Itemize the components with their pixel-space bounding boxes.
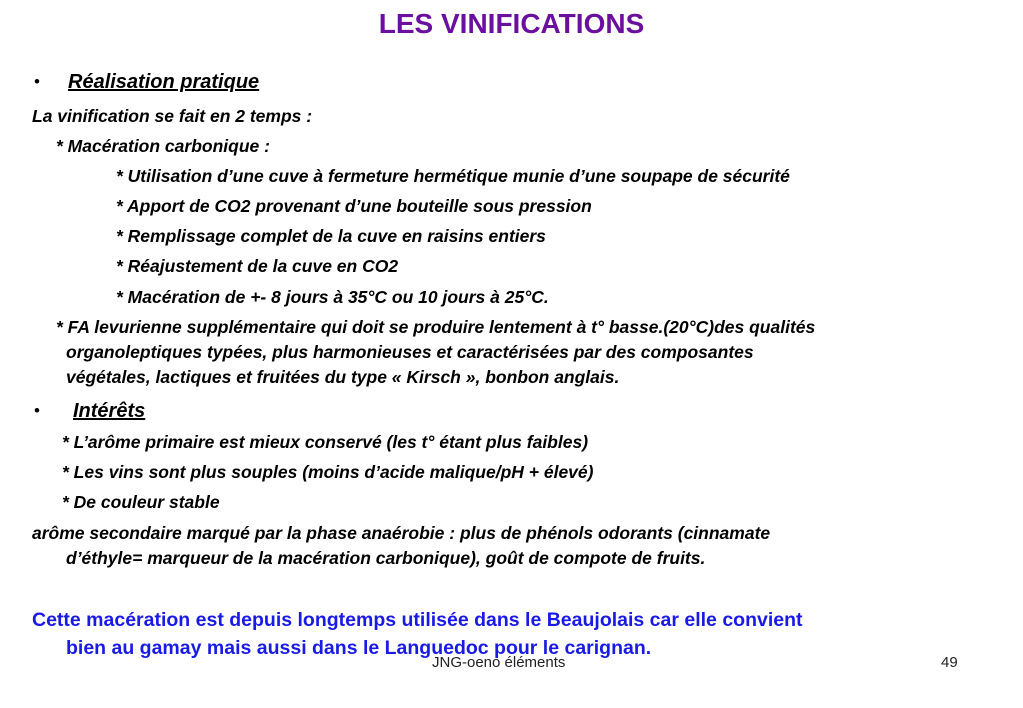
arome-line: d’éthyle= marqueur de la macération carbonique), goût de compote de fruits. xyxy=(66,548,706,568)
mc-item: * Macération de +- 8 jours à 35°C ou 10 jours à 25°C. xyxy=(116,287,549,307)
heading-interets: Intérêts xyxy=(73,400,146,422)
bullet-realisation: • xyxy=(34,72,40,91)
fa-line: végétales, lactiques et fruitées du type « Kirsch », bonbon anglais. xyxy=(66,367,620,387)
intro-text: La vinification se fait en 2 temps : xyxy=(32,106,313,126)
mc-item: * Réajustement de la cuve en CO2 xyxy=(116,256,399,276)
interet-item: * De couleur stable xyxy=(62,492,220,512)
fa-line: * FA levurienne supplémentaire qui doit se produire lentement à t° basse.(20°C)des qualités xyxy=(56,317,816,337)
mc-item: * Apport de CO2 provenant d’une bouteille sous pression xyxy=(116,196,592,216)
slide-title: LES VINIFICATIONS xyxy=(378,8,645,39)
mc-title: * Macération carbonique : xyxy=(56,136,270,156)
bullet-interets: • xyxy=(34,401,40,420)
page-number: 49 xyxy=(941,654,958,671)
interet-item: * Les vins sont plus souples (moins d’acide malique/pH + élevé) xyxy=(62,462,594,482)
conclusion-line: Cette macération est depuis longtemps utilisée dans le Beaujolais car elle convient xyxy=(32,609,803,631)
footer-text: JNG-oeno éléments xyxy=(432,654,566,671)
mc-item: * Remplissage complet de la cuve en raisins entiers xyxy=(116,226,546,246)
fa-line: organoleptiques typées, plus harmonieuses et caractérisées par des composantes xyxy=(66,342,754,362)
heading-realisation: Réalisation pratique xyxy=(68,71,260,93)
mc-item: * Utilisation d’une cuve à fermeture hermétique munie d’une soupape de sécurité xyxy=(116,166,790,186)
arome-line: arôme secondaire marqué par la phase anaérobie : plus de phénols odorants (cinnamate xyxy=(32,523,771,543)
conclusion-line: bien au gamay mais aussi dans le Languedoc pour le carignan. xyxy=(66,637,652,659)
interet-item: * L’arôme primaire est mieux conservé (les t° étant plus faibles) xyxy=(62,432,589,452)
